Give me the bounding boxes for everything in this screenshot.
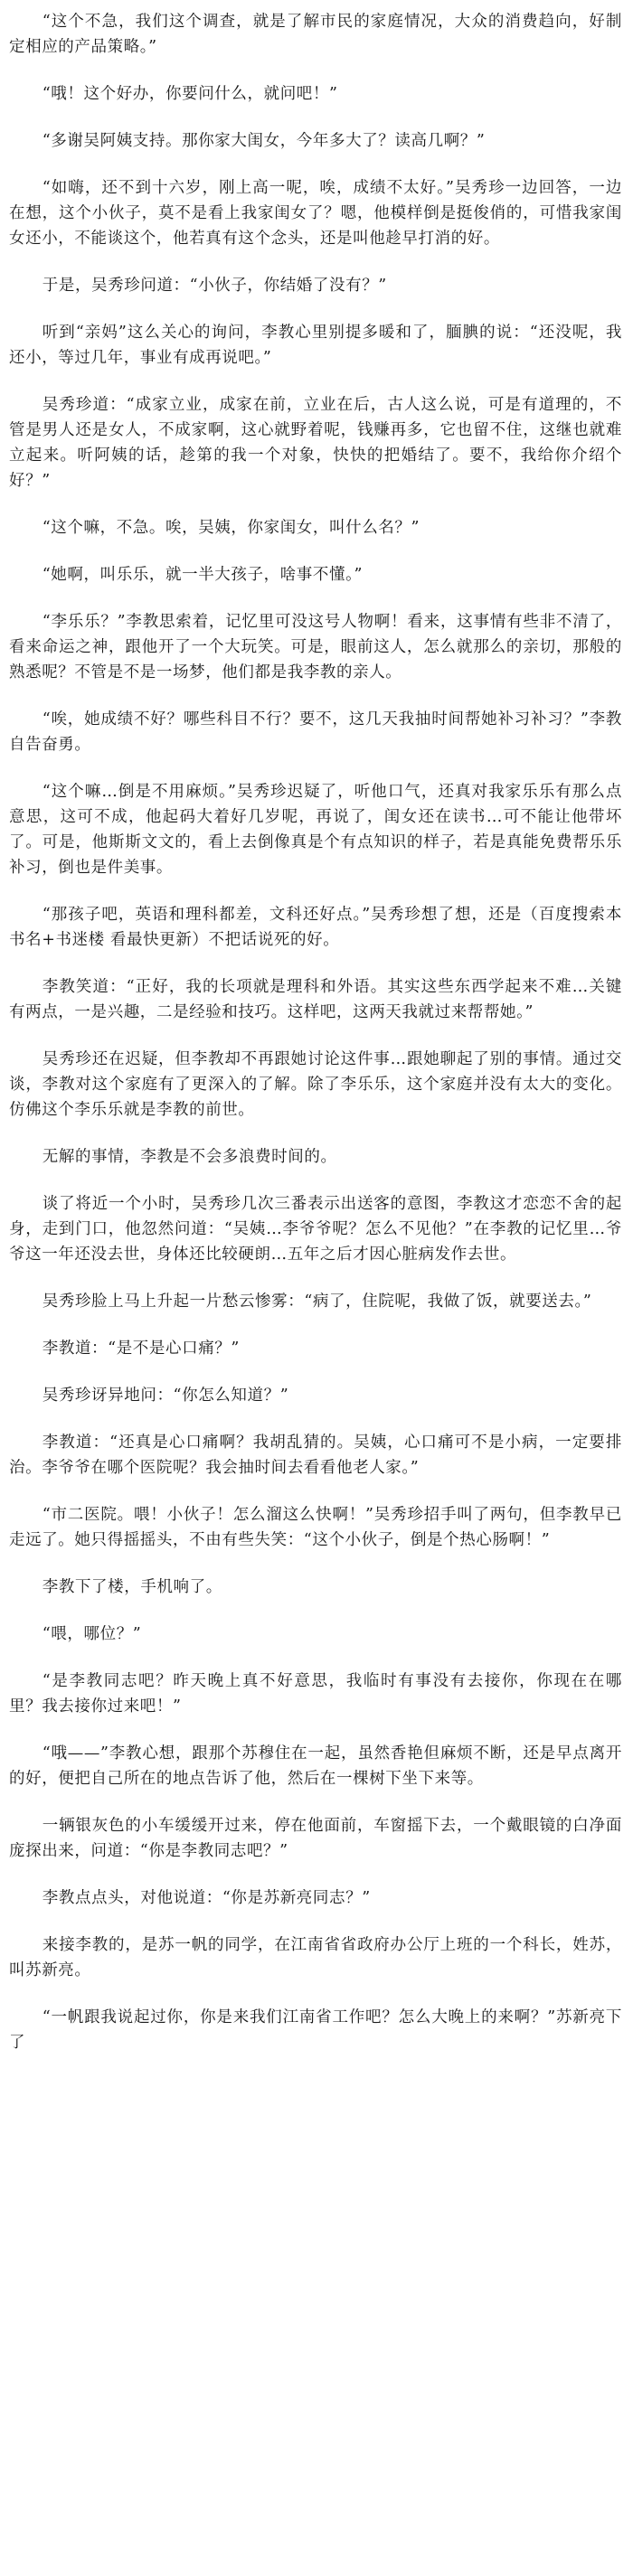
paragraph: 李教点点头，对他说道：“你是苏新亮同志？” bbox=[42, 1889, 371, 1907]
paragraph: 吴秀珍讶异地问：“你怎么知道？” bbox=[42, 1387, 289, 1405]
paragraph: “这个嘛…倒是不用麻烦。”吴秀珍迟疑了，听他口气，还真对我家乐乐有那么点意思，这可不成，他起码大着好几岁呢，再说了，闺女还在读书…可不能让他带坏了。可是，他斯斯文文的，看上去倒像真是个有点知识的样子，若是真能免费帮乐乐补习，倒也是件美事。 bbox=[9, 783, 622, 877]
paragraph: 来接李教的，是苏一帆的同学，在江南省省政府办公厅上班的一个科长，姓苏，叫苏新亮。 bbox=[9, 1936, 622, 1979]
paragraph: “哦——”李教心想，跟那个苏穆住在一起，虽然香艳但麻烦不断，还是早点离开的好，便把自己所在的地点告诉了他，然后在一棵树下坐下来等。 bbox=[9, 1744, 622, 1788]
paragraph: 吴秀珍道：“成家立业，成家在前，立业在后，古人这么说，可是有道理的，不管是男人还是女人，不成家啊，这心就野着呢，钱赚再多，它也留不住，这继也就难立起来。听阿姨的话，趁第的我一个对象，快快的把婚结了。要不，我给你介绍个好？” bbox=[9, 396, 622, 490]
paragraph: 李教笑道：“正好，我的长项就是理科和外语。其实这些东西学起来不难…关键有两点，一是兴趣，二是经验和技巧。这样吧，这两天我就过来帮帮她。” bbox=[9, 978, 622, 1021]
paragraph: “哦！这个好办，你要问什么，就问吧！” bbox=[42, 85, 338, 103]
paragraph: 李教道：“还真是心口痛啊？我胡乱猜的。吴姨，心口痛可不是小病，一定要排治。李爷爷在哪个医院呢？我会抽时间去看看他老人家。” bbox=[9, 1434, 622, 1477]
paragraph: 吴秀珍还在迟疑，但李教却不再跟她讨论这件事…跟她聊起了别的事情。通过交谈，李教对这个家庭有了更深入的了解。除了李乐乐，这个家庭并没有太大的变化。仿佛这个李乐乐就是李教的前世。 bbox=[9, 1050, 622, 1119]
paragraph: “是李教同志吧？昨天晚上真不好意思，我临时有事没有去接你，你现在在哪里？我去接你过来吧！” bbox=[9, 1672, 622, 1716]
paragraph: 一辆银灰色的小车缓缓开过来，停在他面前，车窗摇下去，一个戴眼镜的白净面庞探出来，问道：“你是李教同志吧？” bbox=[9, 1817, 622, 1860]
paragraph: “一帆跟我说起过你，你是来我们江南省工作吧？怎么大晚上的来啊？”苏新亮下了 bbox=[9, 2008, 622, 2052]
paragraph: “多谢吴阿姨支持。那你家大闺女，今年多大了？读高几啊？” bbox=[42, 132, 486, 150]
paragraph: “如嗨，还不到十六岁，刚上高一呢，唉，成绩不太好。”吴秀珍一边回答，一边在想，这个小伙子，莫不是看上我家闺女了？嗯，他模样倒是挺俊俏的，可惜我家闺女还小，不能谈这个，他若真有这个念头，还是叫他趁早打消的好。 bbox=[9, 179, 622, 248]
paragraph: 无解的事情，李教是不会多浪费时间的。 bbox=[42, 1148, 337, 1166]
paragraph: 听到“亲妈”这么关心的询问，李教心里别提多暖和了，腼腆的说：“还没呢，我还小，等过几年，事业有成再说吧。” bbox=[9, 324, 622, 367]
paragraph: “唉，她成绩不好？哪些科目不行？要不，这几天我抽时间帮她补习补习？”李教自告奋勇。 bbox=[9, 710, 622, 754]
paragraph: “市二医院。喂！小伙子！怎么溜这么快啊！”吴秀珍招手叫了两句，但李教早已走远了。她只得摇摇头，不由有些失笑：“这个小伙子，倒是个热心肠啊！” bbox=[9, 1506, 622, 1549]
paragraph: “她啊，叫乐乐，就一半大孩子，啥事不懂。” bbox=[42, 566, 363, 584]
paragraph: “这个不急，我们这个调查，就是了解市民的家庭情况，大众的消费趋向，好制定相应的产品策略。” bbox=[9, 13, 622, 56]
paragraph: “李乐乐？”李教思索着，记忆里可没这号人物啊！看来，这事情有些非不清了，看来命运之神，跟他开了一个大玩笑。可是，眼前这人，怎么就那么的亲切，那般的熟悉呢？不管是不是一场梦，他们都是我李教的亲人。 bbox=[9, 613, 622, 682]
paragraph: 谈了将近一个小时，吴秀珍几次三番表示出送客的意图，李教这才恋恋不舍的起身，走到门口，他忽然问道：“吴姨…李爷爷呢？怎么不见他？”在李教的记忆里…爷爷这一年还没去世，身体还比较硬朗…五年之后才因心脏病发作去世。 bbox=[9, 1195, 622, 1264]
paragraph: “喂，哪位？” bbox=[42, 1625, 142, 1643]
paragraph: 李教下了楼，手机响了。 bbox=[42, 1578, 222, 1596]
paragraph: 吴秀珍脸上马上升起一片愁云惨雾：“病了，住院呢，我做了饭，就要送去。” bbox=[42, 1293, 592, 1311]
paragraph: 李教道：“是不是心口痛？” bbox=[42, 1340, 240, 1358]
paragraph: 于是，吴秀珍问道：“小伙子，你结婚了没有？” bbox=[42, 277, 387, 295]
paragraph: “这个嘛，不急。唉，吴姨，你家闺女，叫什么名？” bbox=[42, 519, 420, 537]
paragraph: “那孩子吧，英语和理科都差，文科还好点。”吴秀珍想了想，还是（百度搜索本书名+书迷楼 看最快更新）不把话说死的好。 bbox=[9, 906, 622, 949]
